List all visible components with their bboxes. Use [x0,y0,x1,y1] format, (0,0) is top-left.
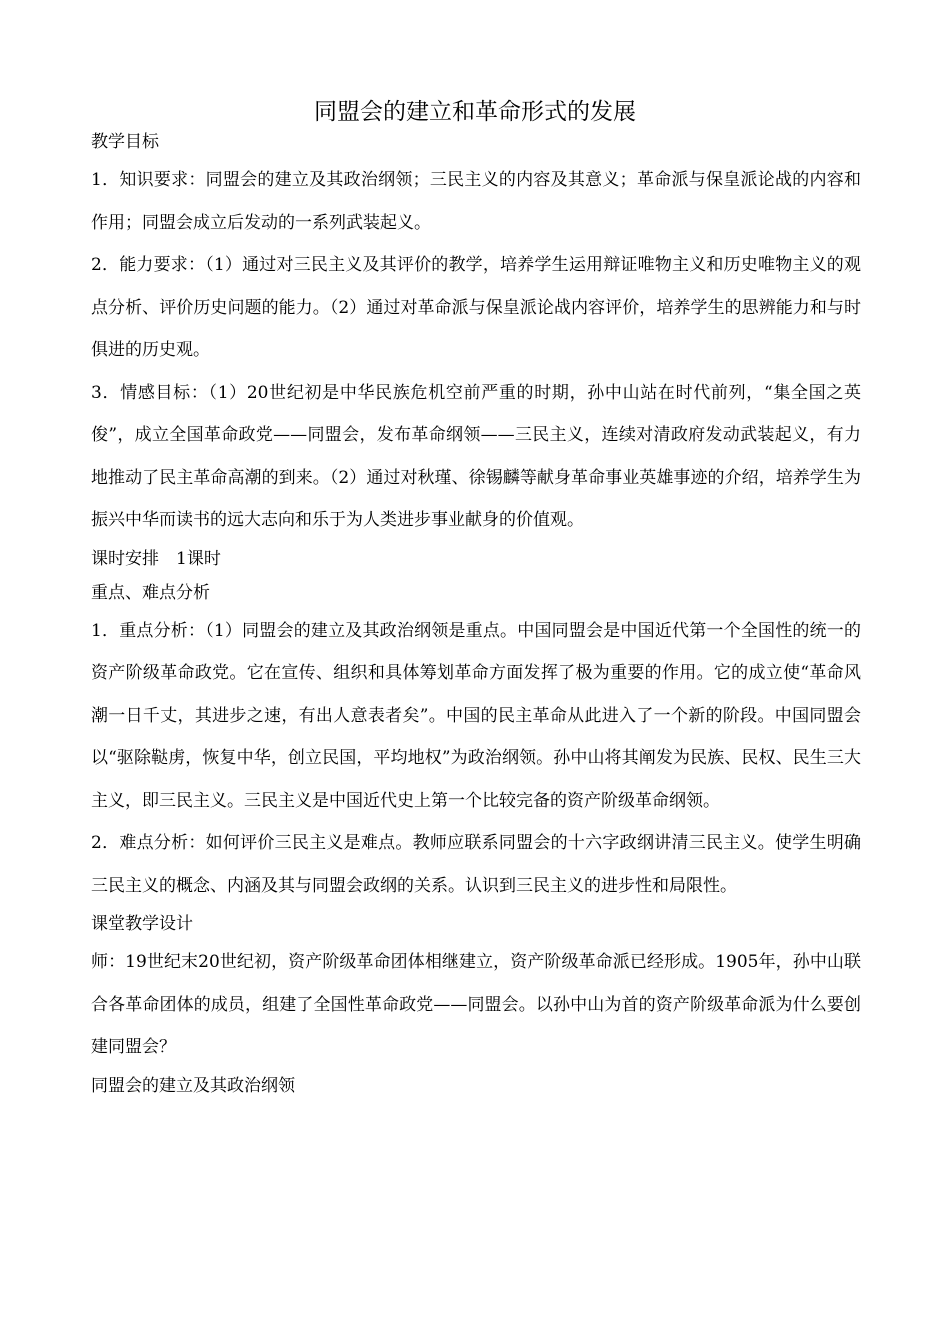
teacher-intro: 师：19世纪末20世纪初，资产阶级革命团体相继建立，资产阶级革命派已经形成。1905年，孙中山联合各革命团体的成员，组建了全国性革命政党——同盟会。以孙中山为首的资产阶级革命派为什么要创建同盟会？ [91,952,861,1057]
key-point-analysis: 1．重点分析：（1）同盟会的建立及其政治纲领是重点。中国同盟会是中国近代第一个全国性的统一的资产阶级革命政党。它在宣传、组织和具体筹划革命方面发挥了极为重要的作用。它的成立使“革命风潮一日千丈，其进步之速，有出人意表者矣”。中国的民主革命从此进入了一个新的阶段。中国同盟会以“驱除鞑虏，恢复中华，创立民国，平均地权”为政治纲领。孙中山将其阐发为民族、民权、民生三大主义，即三民主义。三民主义是中国近代史上第一个比较完备的资产阶级革命纲领。 [91,620,861,811]
analysis-heading: 重点、难点分析 [91,582,210,603]
design-heading: 课堂教学设计 [91,914,193,934]
objective-emotion: 3．情感目标：（1）20世纪初是中华民族危机空前严重的时期，孙中山站在时代前列，“集全国之英俊”，成立全国革命政党——同盟会，发布革命纲领——三民主义，连续对清政府发动武装起义，有力地推动了民主革命高潮的到来。（2）通过对秋瑾、徐锡麟等献身革命事业英雄事迹的介绍，培养学生为振兴中华而读书的远大志向和乐于为人类进步事业献身的价值观。 [91,382,861,530]
objectives-heading: 教学目标 [91,132,159,152]
difficulty-analysis: 2．难点分析：如何评价三民主义是难点。教师应联系同盟会的十六字政纲讲清三民主义。使学生明确三民主义的概念、内涵及其与同盟会政纲的关系。认识到三民主义的进步性和局限性。 [91,833,861,896]
objective-knowledge: 1．知识要求：同盟会的建立及其政治纲领；三民主义的内容及其意义；革命派与保皇派论战的内容和作用；同盟会成立后发动的一系列武装起义。 [91,170,861,233]
schedule-line: 课时安排 1课时 [91,548,221,569]
document-body [91,125,861,1103]
document-title: 同盟会的建立和革命形式的发展 [314,99,636,125]
section-subheading: 同盟会的建立及其政治纲领 [91,1075,295,1096]
objective-ability: 2．能力要求：（1）通过对三民主义及其评价的教学，培养学生运用辩证唯物主义和历史唯物主义的观点分析、评价历史问题的能力。（2）通过对革命派与保皇派论战内容评价，培养学生的思辨能力和与时俱进的历史观。 [91,255,861,360]
